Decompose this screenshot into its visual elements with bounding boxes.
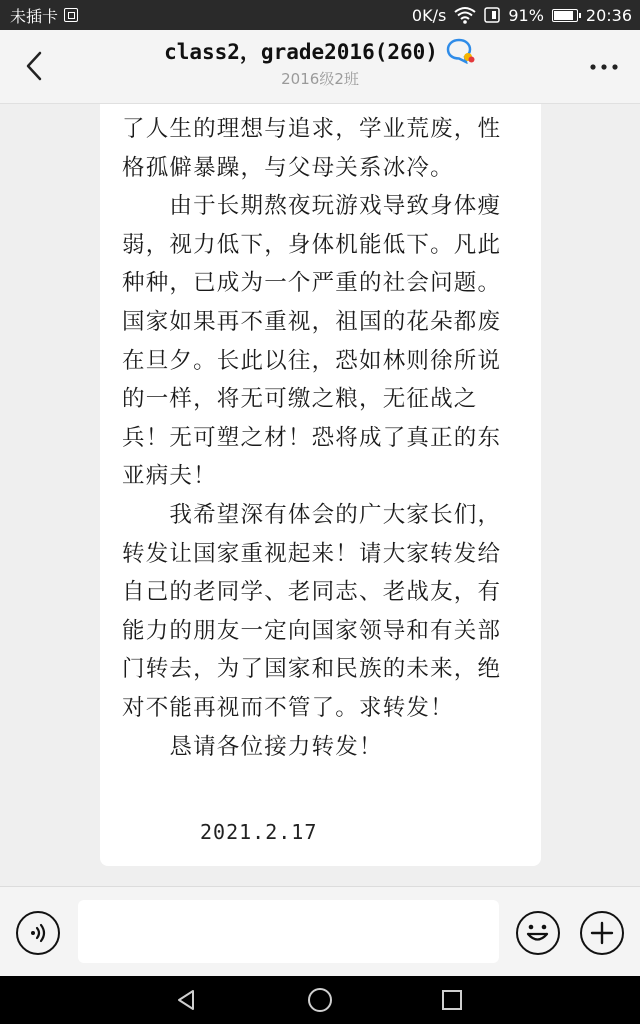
voice-button[interactable] xyxy=(16,911,60,955)
emoji-icon xyxy=(518,913,557,952)
signal-icon xyxy=(484,7,500,23)
nav-recent-icon xyxy=(440,988,464,1012)
plus-button[interactable] xyxy=(580,911,624,955)
nav-home-button[interactable] xyxy=(300,986,340,1014)
message-list[interactable] xyxy=(0,104,640,884)
message-card[interactable] xyxy=(100,104,541,866)
more-dots-icon xyxy=(589,63,619,71)
message-paragraph: 了人生的理想与追求，学业荒废，性格孤僻暴躁，与父母关系冰冷。 xyxy=(122,116,502,181)
chat-title-block xyxy=(120,36,520,89)
chat-subtitle: 2016级2班 xyxy=(281,70,359,88)
message-input[interactable] xyxy=(78,900,499,963)
emoji-button[interactable] xyxy=(516,911,560,955)
nav-recent-button[interactable] xyxy=(432,986,472,1014)
sim-card-icon xyxy=(64,8,78,22)
wifi-icon xyxy=(454,6,476,24)
message-date: 2021.2.17 xyxy=(200,820,318,844)
group-chat-icon[interactable] xyxy=(446,38,476,64)
chevron-left-icon xyxy=(25,51,43,81)
battery-icon xyxy=(552,9,578,22)
message-paragraph: 我希望深有体会的广大家长们，转发让国家重视起来！请大家转发给自己的老同学、老同志、老战友，有能力的朋友一定向国家领导和有关部门转去，为了国家和民族的未来，绝对不能再视而不管了。求转发！ xyxy=(122,501,502,721)
chat-title: class2，grade2016(260) xyxy=(164,40,438,64)
back-button[interactable] xyxy=(14,44,54,88)
message-text xyxy=(122,110,522,766)
status-right xyxy=(412,0,632,30)
plus-icon xyxy=(590,921,614,945)
input-bar xyxy=(0,886,640,976)
voice-icon xyxy=(26,921,50,945)
more-options-button[interactable] xyxy=(586,52,622,82)
chat-header xyxy=(0,30,640,104)
battery-percent: 91% xyxy=(508,5,544,25)
message-paragraph: 由于长期熬夜玩游戏导致身体瘦弱，视力低下，身体机能低下。凡此种种，已成为一个严重的社会问题。国家如果再不重视，祖国的花朵都废在旦夕。长此以往，恐如林则徐所说的一样，将无可缴之粮，无征战之兵！无可塑之材！恐将成了真正的东亚病夫！ xyxy=(122,193,502,490)
status-left xyxy=(10,0,78,30)
message-paragraph: 恳请各位接力转发！ xyxy=(122,733,383,760)
clock: 20:36 xyxy=(585,5,632,25)
nav-home-icon xyxy=(307,987,333,1013)
status-bar xyxy=(0,0,640,30)
carrier-label: 未插卡 xyxy=(10,6,59,26)
chat-title-row xyxy=(164,36,476,66)
nav-back-icon xyxy=(174,988,198,1012)
network-speed: 0K/s xyxy=(411,5,447,25)
system-nav-bar xyxy=(0,976,640,1024)
nav-back-button[interactable] xyxy=(166,986,206,1014)
